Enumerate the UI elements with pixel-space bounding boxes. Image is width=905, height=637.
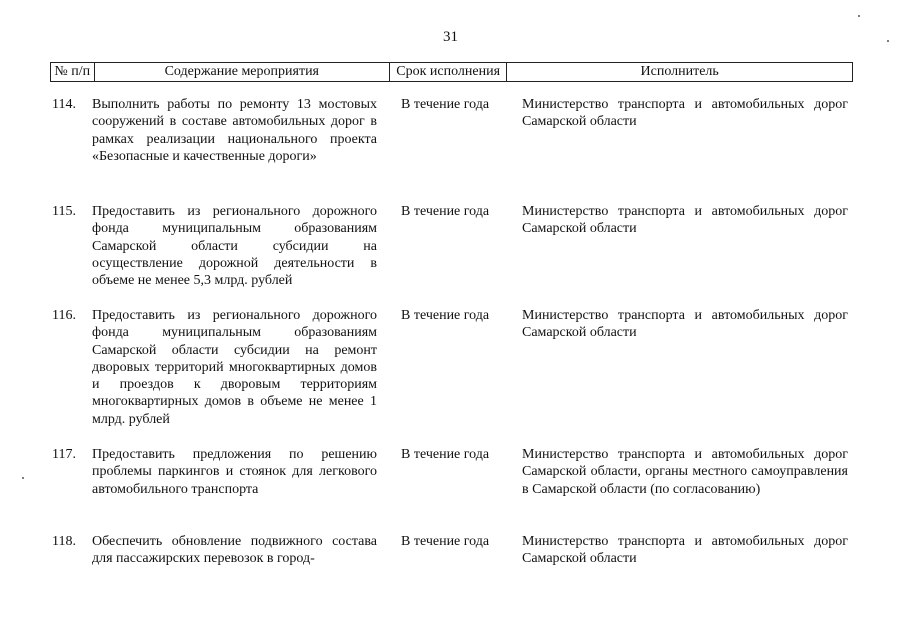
row-content: Обеспечить обновление подвижного состава для пассажирских перевозок в город-: [92, 534, 377, 567]
row-number: 114.: [52, 97, 76, 112]
row-executor: Министерство транспорта и автомобильных дорог Самарской области, органы местного самоуправления в Самарской области (по согласованию): [522, 447, 848, 497]
page-number: 31: [443, 29, 458, 45]
row-content: Предоставить предложения по решению проблемы паркингов и стоянок для легкового автомобильного транспорта: [92, 447, 377, 497]
header-executor: Исполнитель: [507, 63, 853, 82]
row-term: В течение года: [401, 308, 490, 323]
row-term: В течение года: [401, 97, 490, 112]
scan-speck: [22, 477, 24, 479]
header-content: Содержание мероприятия: [94, 63, 389, 82]
row-term: В течение года: [401, 447, 490, 462]
row-number: 116.: [52, 308, 76, 323]
row-executor: Министерство транспорта и автомобильных дорог Самарской области: [522, 97, 848, 130]
row-term: В течение года: [401, 534, 490, 549]
row-executor: Министерство транспорта и автомобильных дорог Самарской области: [522, 308, 848, 341]
row-executor: Министерство транспорта и автомобильных дорог Самарской области: [522, 204, 848, 237]
table-header: [50, 62, 853, 82]
row-term: В течение года: [401, 204, 490, 219]
row-number: 118.: [52, 534, 76, 549]
row-number: 115.: [52, 204, 76, 219]
header-term: Срок исполнения: [390, 63, 507, 82]
scan-speck: [858, 15, 860, 17]
row-content: Предоставить из регионального дорожного фонда муниципальным образованиям Самарской области субсидии на осуществление дорожной деятельности в объеме не менее 5,3 млрд. рублей: [92, 204, 377, 289]
row-number: 117.: [52, 447, 76, 462]
row-content: Предоставить из регионального дорожного фонда муниципальным образованиям Самарской области субсидии на ремонт дворовых территорий многоквартирных домов и проездов к дворовым территориям многоквартирных домов в объеме не менее 1 млрд. рублей: [92, 308, 377, 427]
row-content: Выполнить работы по ремонту 13 мостовых сооружений в составе автомобильных дорог в рамках реализации национального проекта «Безопасные и качественные дороги»: [92, 97, 377, 164]
row-executor: Министерство транспорта и автомобильных дорог Самарской области: [522, 534, 848, 567]
scan-speck: [887, 40, 889, 42]
header-num: № п/п: [51, 63, 95, 82]
